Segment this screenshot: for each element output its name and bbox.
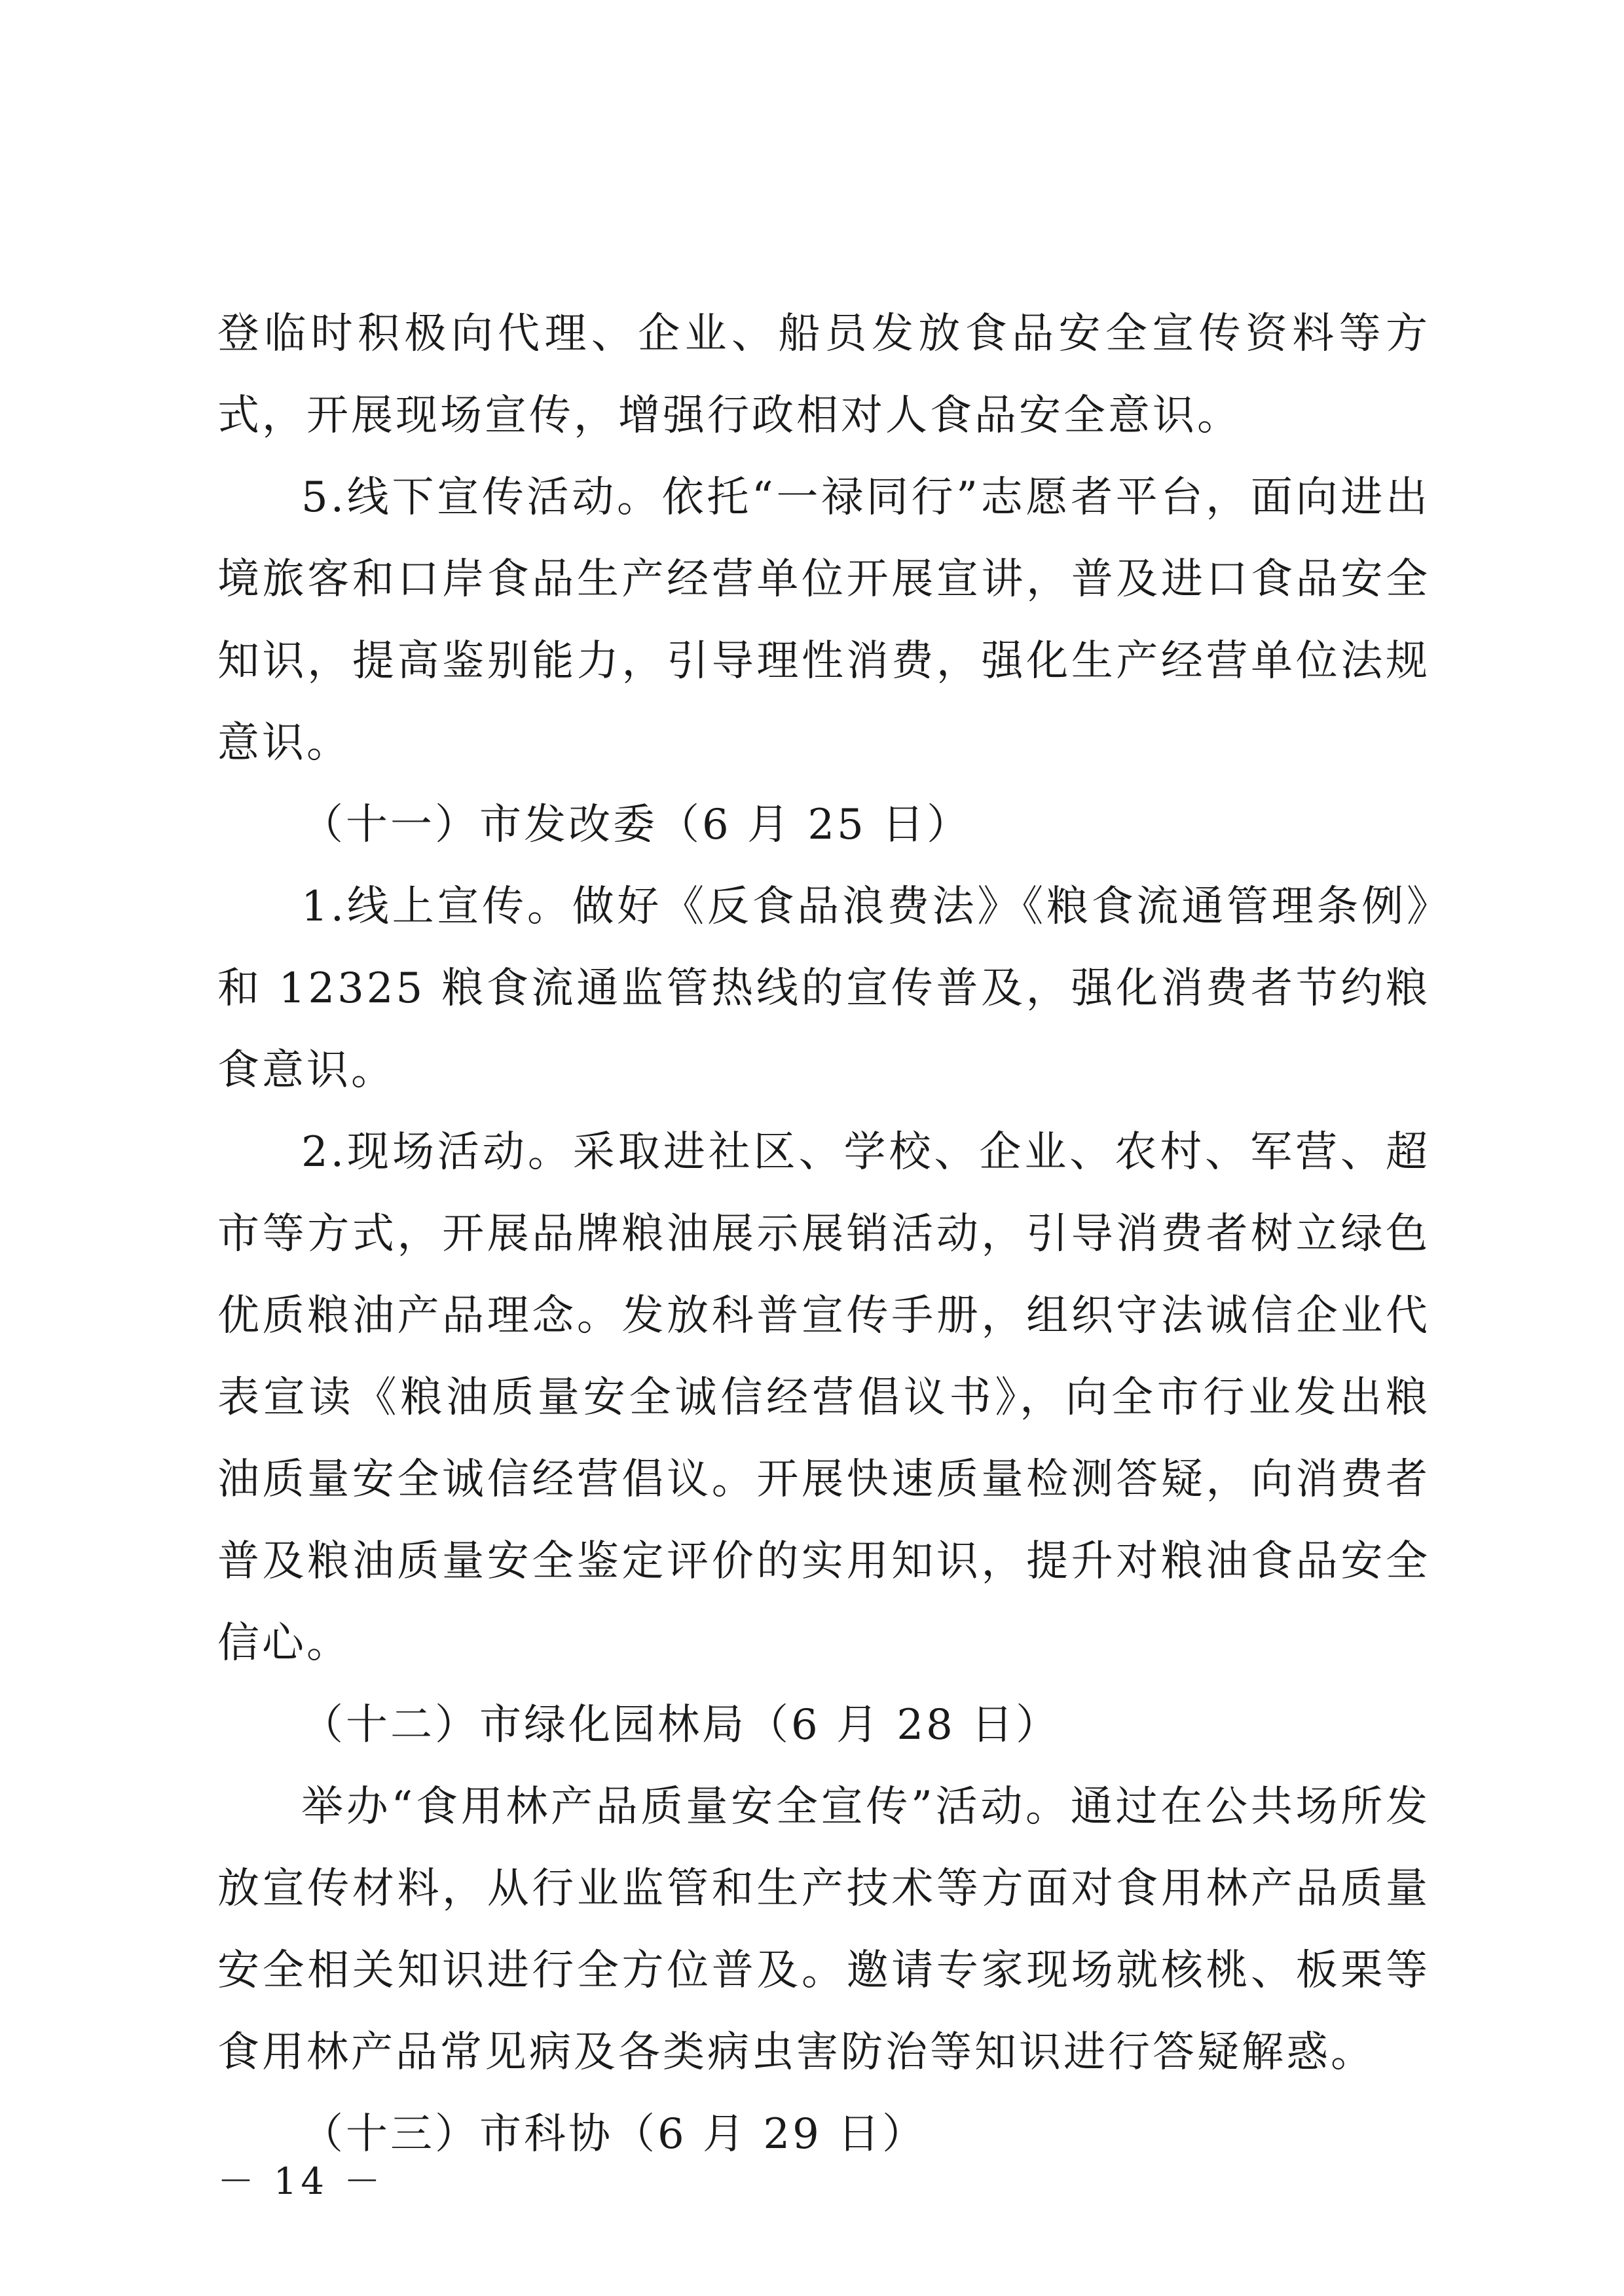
section-heading-landscaping-bureau: （十二）市绿化园林局（6 月 28 日）: [301, 1701, 1061, 1749]
page-number: － 14 －: [217, 2160, 384, 2203]
paragraph-forest-products: 举办“食用林产品质量安全宣传”活动。通过在公共场所发放宣传材料，从行业监管和生产技术等方面对食用林产品质量安全相关知识进行全方位普及。邀请专家现场就核桃、板栗等食用林产品常见病及各类病虫害防治等知识进行答疑解惑。: [217, 1783, 1430, 2077]
paragraph-online-publicity: 1.线上宣传。做好《反食品浪费法》《粮食流通管理条例》和 12325 粮食流通监管热线的宣传普及，强化消费者节约粮食意识。: [217, 883, 1430, 1095]
paragraph-continuation: 登临时积极向代理、企业、船员发放食品安全宣传资料等方式，开展现场宣传，增强行政相对人食品安全意识。: [217, 310, 1430, 440]
document-body: [217, 293, 1430, 2176]
paragraph-onsite-activity: 2.现场活动。采取进社区、学校、企业、农村、军营、超市等方式，开展品牌粮油展示展销活动，引导消费者树立绿色优质粮油产品理念。发放科普宣传手册，组织守法诚信企业代表宣读《粮油质量安全诚信经营倡议书》，向全市行业发出粮油质量安全诚信经营倡议。开展快速质量检测答疑，向消费者普及粮油质量安全鉴定评价的实用知识，提升对粮油食品安全信心。: [217, 1128, 1430, 1667]
paragraph-offline-activity: 5.线下宣传活动。依托“一禄同行”志愿者平台，面向进出境旅客和口岸食品生产经营单位开展宣讲，普及进口食品安全知识，提高鉴别能力，引导理性消费，强化生产经营单位法规意识。: [217, 473, 1430, 767]
section-heading-development-reform: （十一）市发改委（6 月 25 日）: [301, 801, 972, 849]
section-heading-science-association: （十三）市科协（6 月 29 日）: [301, 2110, 927, 2159]
